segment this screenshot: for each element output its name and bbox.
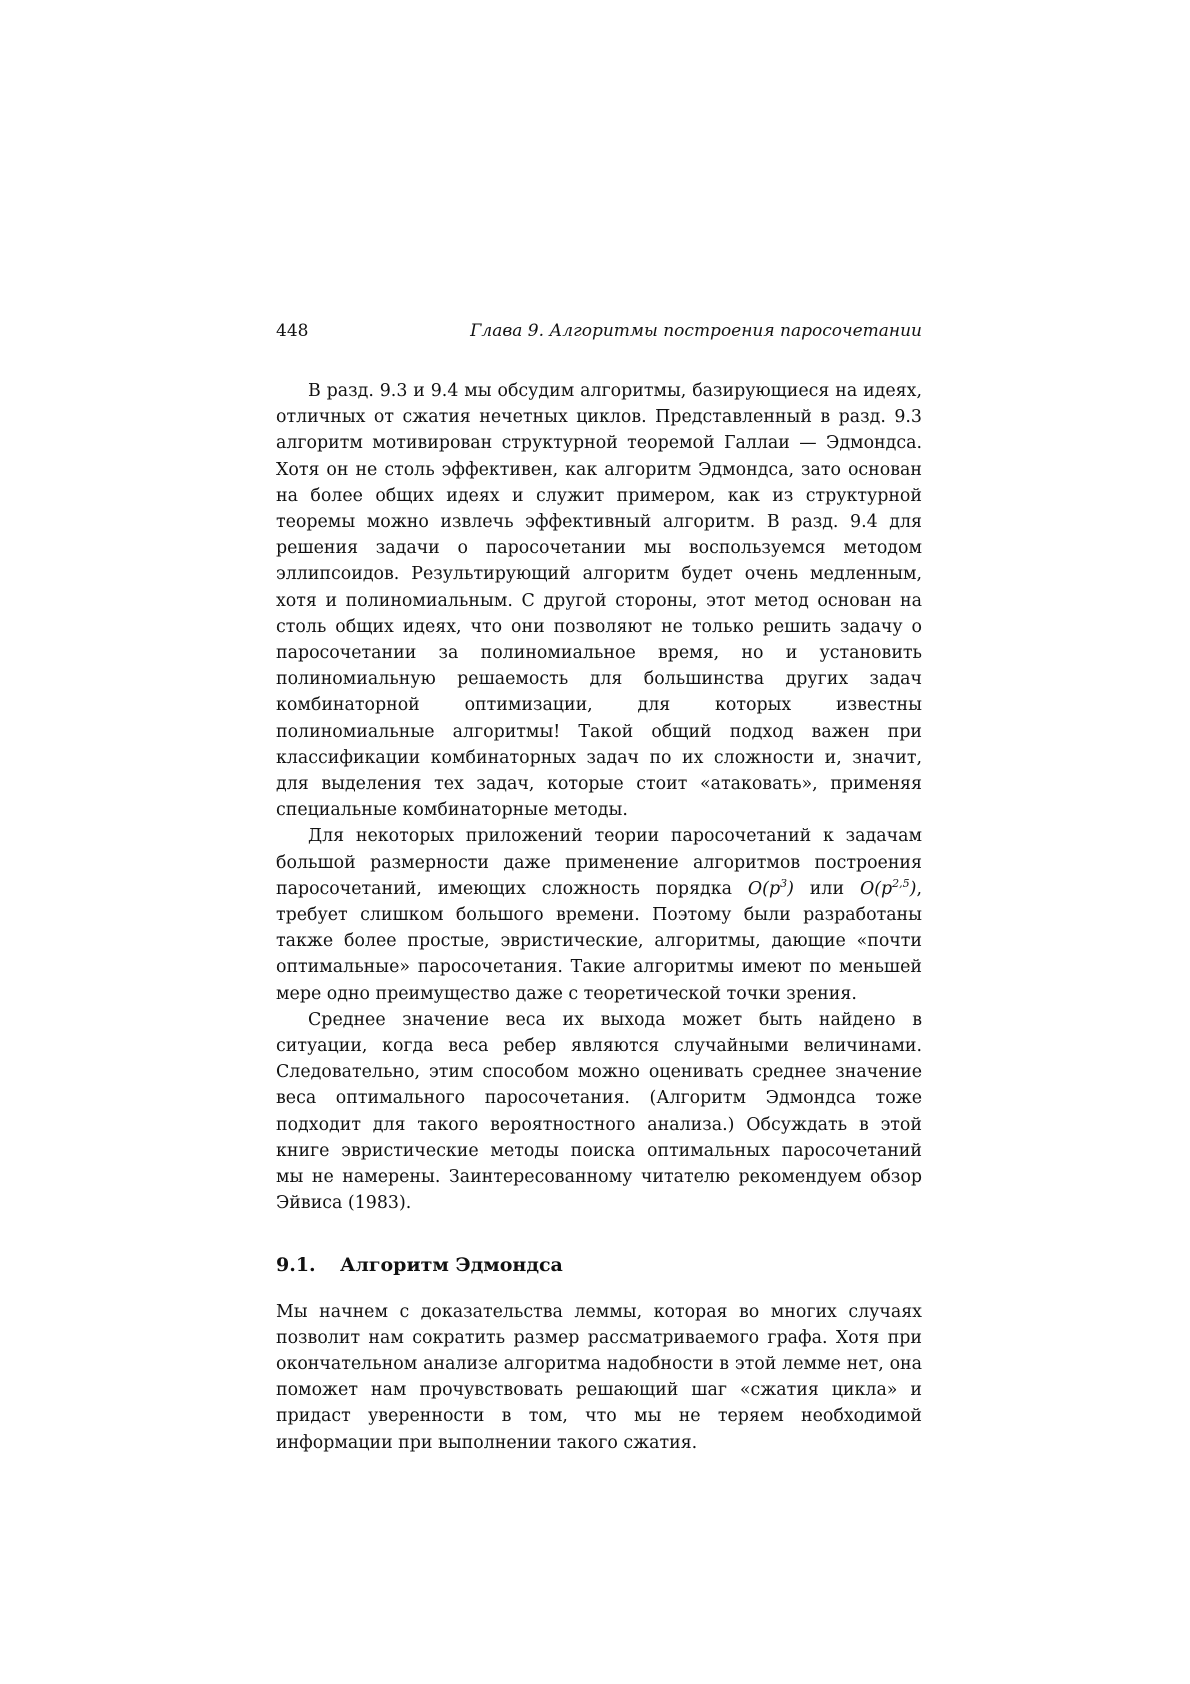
- formula-close: ): [909, 878, 917, 899]
- page-number: 448: [276, 321, 309, 341]
- complexity-formula-cubic: [748, 879, 794, 899]
- formula-exponent: 2,5: [892, 877, 910, 891]
- body-text: [276, 378, 922, 1456]
- running-head: [276, 318, 922, 344]
- complexity-formula-power-2-5: [860, 879, 916, 899]
- formula-exponent: 3: [780, 877, 788, 891]
- paragraph-heuristics-part-3: , требует слишком большого времени. Поэтому были разработаны также более простые, эвристические, алгоритмы, дающие «почти оптимальные» паросочетания. Такие алгоритмы имеют по меньшей мере одно преимущество даже с теоретической точки зрения.: [276, 878, 922, 1004]
- formula-base: O(p: [747, 878, 781, 899]
- book-page: [276, 318, 922, 1456]
- section-number: 9.1.: [276, 1253, 316, 1276]
- paragraph-heuristics: [276, 823, 922, 1006]
- paragraph-heuristics-part-2: или: [793, 878, 860, 899]
- formula-close: ): [787, 878, 794, 899]
- section-paragraph: Мы начнем с доказательства леммы, которая во многих случаях позволит нам сократить размер рассматриваемого графа. Хотя при окончательном анализе алгоритма надобности в этой лемме нет, она поможет нам прочувствовать решающий шаг «сжатия цикла» и придаст уверенности в том, что мы не теряем необходимой информации при выполнении такого сжатия.: [276, 1301, 922, 1453]
- paragraph-heuristics-part-1: Для некоторых приложений теории паросочетаний к задачам большой размерности даже применение алгоритмов построения паросочетаний, имеющих сложность порядка: [276, 826, 922, 899]
- formula-base: O(p: [859, 878, 893, 899]
- section-title: Алгоритм Эдмондса: [340, 1253, 563, 1276]
- chapter-title: Глава 9. Алгоритмы построения паросочетании: [470, 321, 922, 341]
- paragraph-algorithms-overview: В разд. 9.3 и 9.4 мы обсудим алгоритмы, базирующиеся на идеях, отличных от сжатия нечетных циклов. Представленный в разд. 9.3 алгоритм мотивирован структурной теоремой Галлаи — Эдмондса. Хотя он не столь эффективен, как алгоритм Эдмондса, зато основан на более общих идеях и служит примером, как из структурной теоремы можно извлечь эффективный алгоритм. В разд. 9.4 для решения задачи о паросочетании мы воспользуемся методом эллипсоидов. Результирующий алгоритм будет очень медленным, хотя и полиномиальным. С другой стороны, этот метод основан на столь общих идеях, что они позволяют не только решить задачу о паросочетании за полиномиальное время, но и установить полиномиальную решаемость для большинства других задач комбинаторной оптимизации, для которых известны полиномиальные алгоритмы! Такой общий подход важен при классификации комбинаторных задач по их сложности и, значит, для выделения тех задач, которые стоит «атаковать», применяя специальные комбинаторные методы.: [276, 381, 922, 821]
- section-heading: [276, 1251, 922, 1279]
- paragraph-average-weight: Среднее значение веса их выхода может быть найдено в ситуации, когда веса ребер являются случайными величинами. Следовательно, этим способом можно оценивать среднее значение веса оптимального паросочетания. (Алгоритм Эдмондса тоже подходит для такого вероятностного анализа.) Обсуждать в этой книге эвристические методы поиска оптимальных паросочетаний мы не намерены. Заинтересованному читателю рекомендуем обзор Эйвиса (1983).: [276, 1009, 922, 1214]
